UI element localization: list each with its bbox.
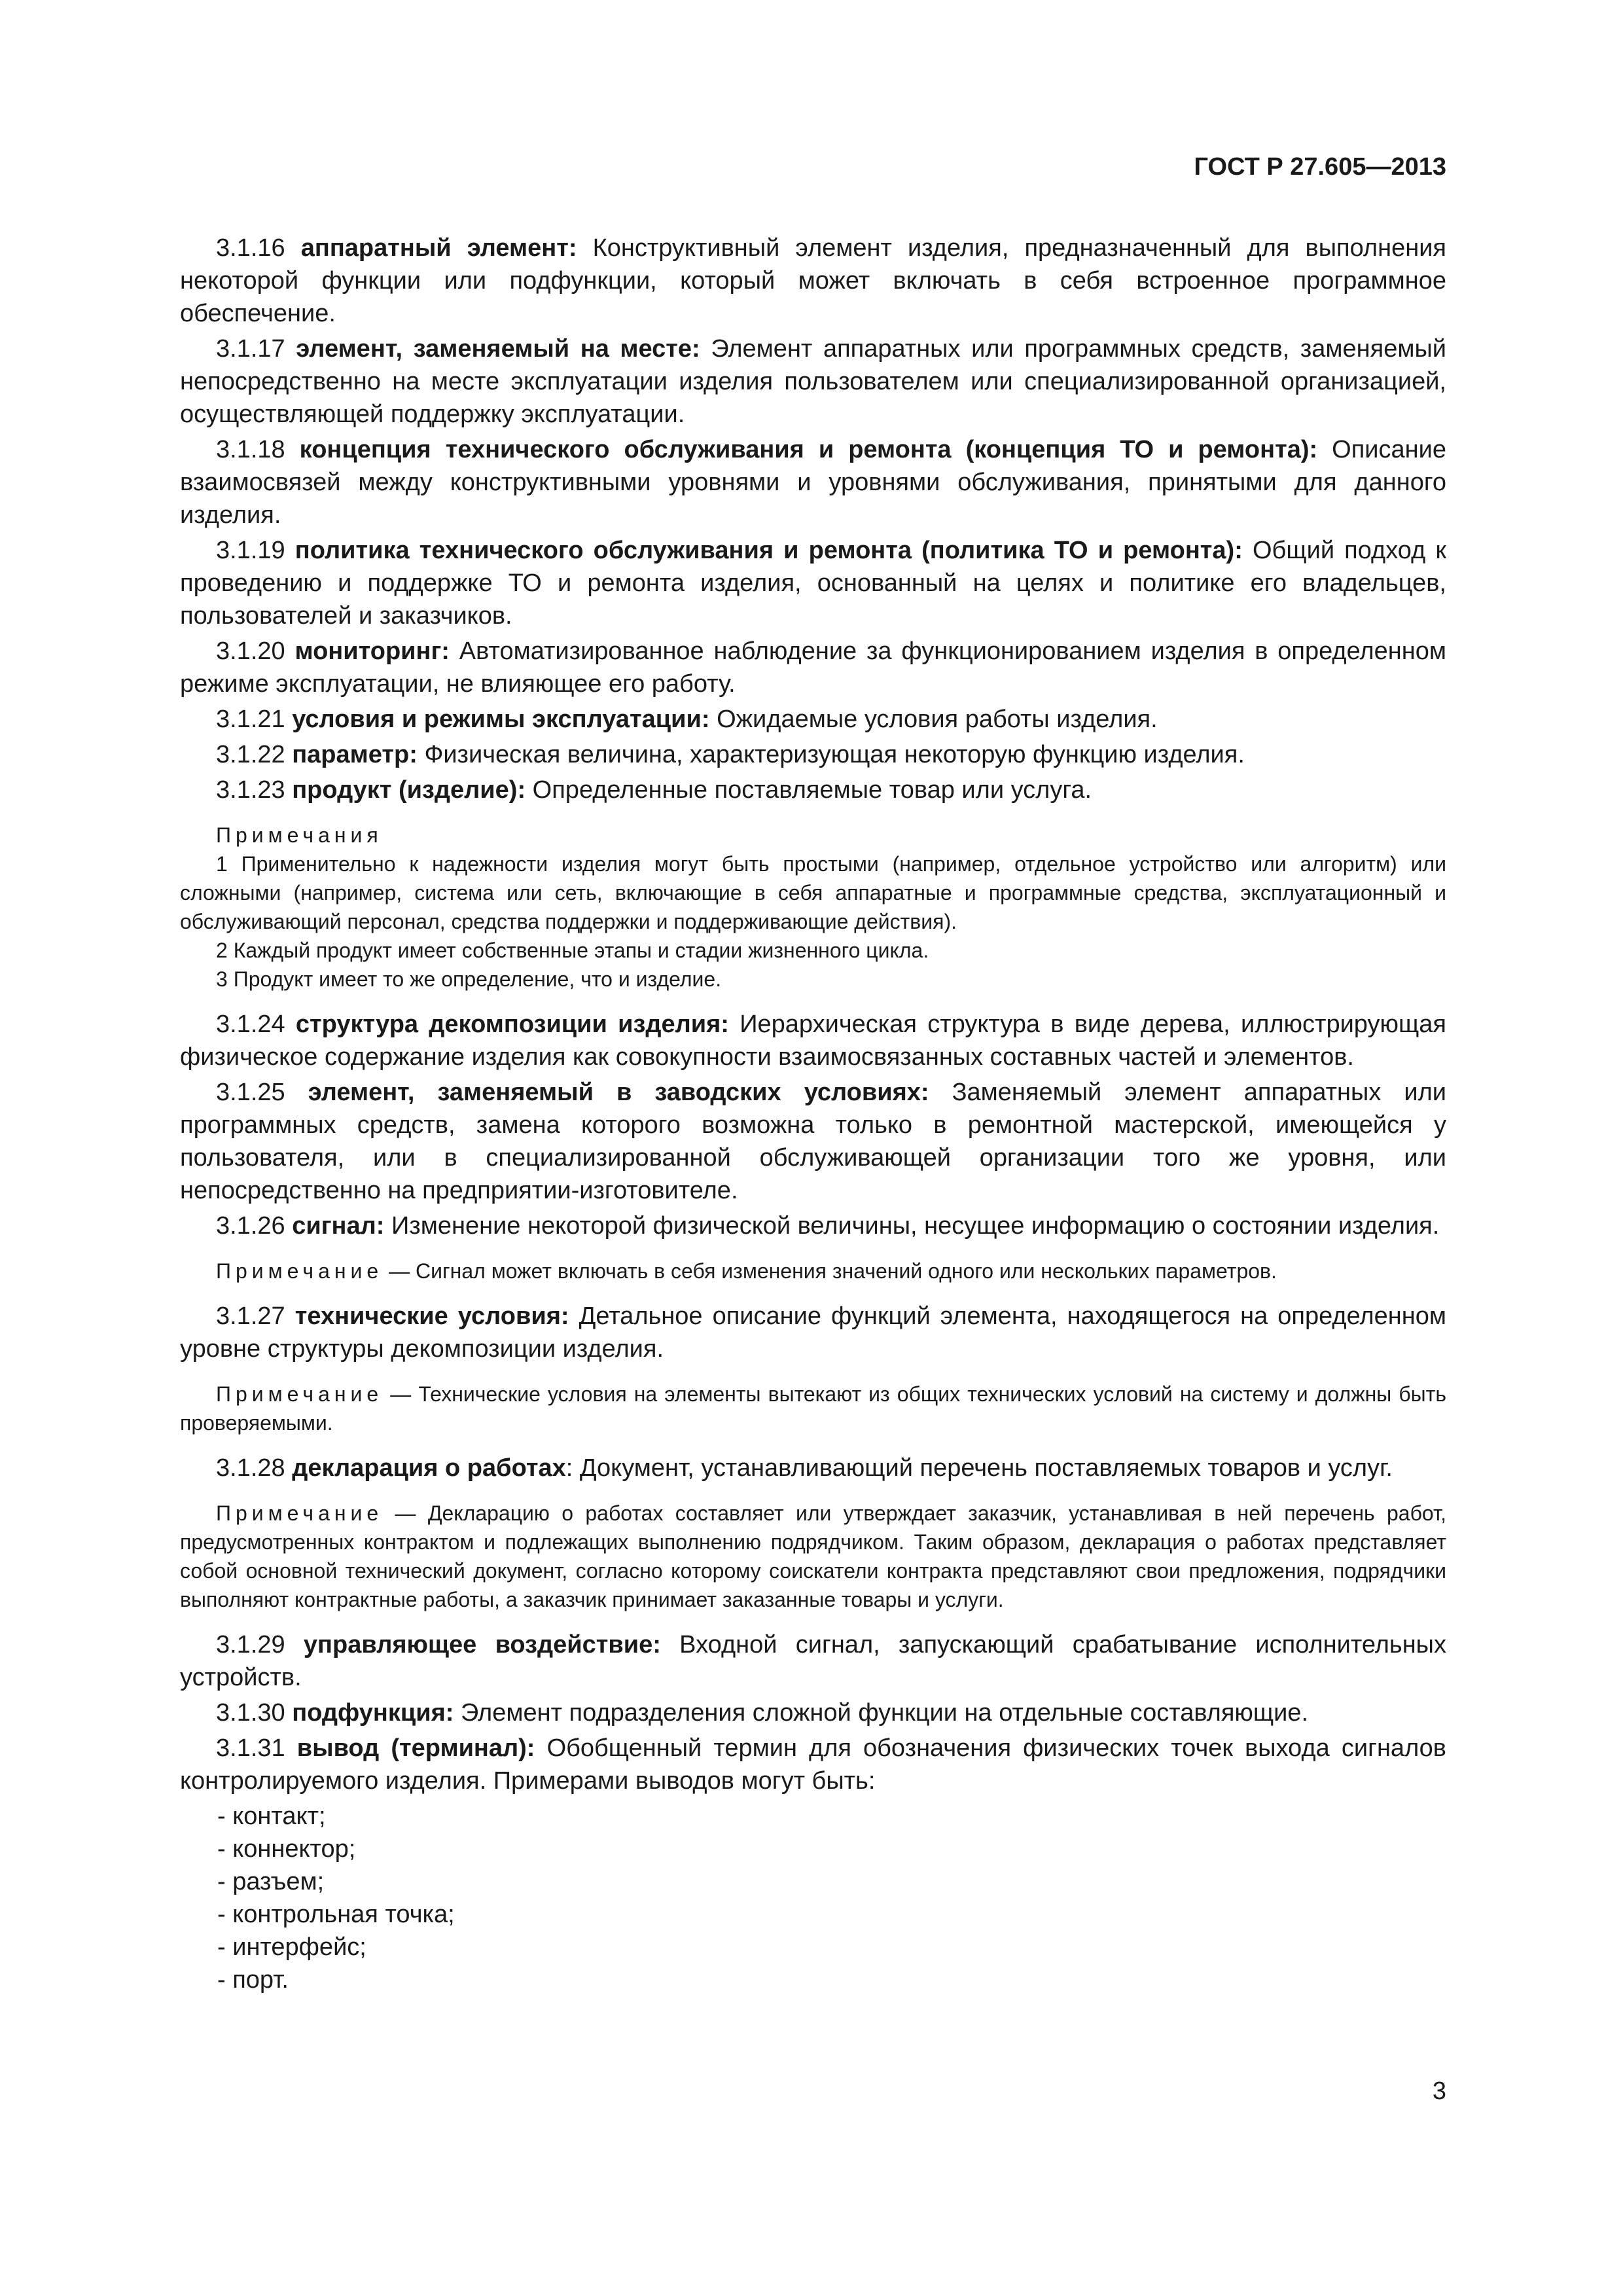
term-entry-3-1-30 [180,1696,1446,1729]
note-body: — Сигнал может включать в себя изменения значений одного или нескольких параметров. [389,1259,1277,1283]
entry-definition: Ожидаемые условия работы изделия. [717,706,1158,733]
note-3-1-28 [180,1499,1446,1614]
term-entry-3-1-21 [180,703,1446,736]
entry-definition: Входной сигнал, запускающий срабатывание исполнительных устройств. [180,1631,1446,1691]
note-3-1-26 [180,1257,1446,1285]
entry-number: 3.1.25 [216,1079,285,1106]
list-item: - коннектор; [217,1835,356,1863]
terminal-examples-list [180,1800,1446,1996]
entry-number: 3.1.20 [216,637,285,665]
entry-number: 3.1.27 [216,1302,285,1330]
entry-definition: Заменяемый элемент аппаратных или программных средств, замена которого возможна только в ремонтной мастерской, имеющейся у пользователя, или в специализированной обслуживающей организации того же уровня, или непосредственно на предприятии-изготовителе. [180,1079,1446,1204]
term-entry-3-1-17 [180,332,1446,431]
term-entry-3-1-24 [180,1008,1446,1073]
note-3-1-27 [180,1380,1446,1437]
entry-number: 3.1.17 [216,335,285,363]
note-label: Примечание [216,1382,383,1406]
entry-definition: Изменение некоторой физической величины, несущее информацию о состоянии изделия. [391,1212,1440,1240]
entry-definition: Иерархическая структура в виде дерева, иллюстрирующая физическое содержание изделия как совокупности взаимосвязанных составных частей и элементов. [180,1011,1446,1071]
entry-number: 3.1.29 [216,1631,285,1659]
entry-term: сигнал: [292,1212,385,1240]
term-entry-3-1-19 [180,534,1446,632]
list-item: - порт. [217,1966,289,1994]
entry-term: элемент, заменяемый в заводских условиях: [308,1079,929,1106]
entry-term: управляющее воздействие: [303,1631,661,1659]
term-entry-3-1-25 [180,1076,1446,1207]
entry-number: 3.1.18 [216,436,285,463]
entry-number: 3.1.24 [216,1011,285,1038]
entry-definition: Описание взаимосвязей между конструктивными уровнями и уровнями обслуживания, принятыми для данного изделия. [180,436,1446,529]
document-code: ГОСТ Р 27.605—2013 [1194,153,1446,181]
term-entry-3-1-20 [180,635,1446,700]
entry-definition: Обобщенный термин для обозначения физических точек выхода сигналов контролируемого изделия. Примерами выводов могут быть: [180,1734,1446,1795]
entry-number: 3.1.19 [216,537,285,564]
list-item: - разъем; [217,1868,325,1895]
term-entry-3-1-18 [180,433,1446,531]
term-entry-3-1-23 [180,774,1446,806]
term-entry-3-1-16 [180,232,1446,330]
term-entry-3-1-31 [180,1732,1446,1797]
entry-term: подфункция: [292,1699,454,1727]
notes-3-1-23 [180,821,1446,994]
term-entry-3-1-28 [180,1452,1446,1484]
entry-term: элемент, заменяемый на месте: [296,335,700,363]
entry-definition: Общий подход к проведению и поддержке ТО и ремонта изделия, основанный на целях и политике его владельцев, пользователей и заказчиков. [180,537,1447,630]
entry-number: 3.1.23 [216,776,285,804]
note-text [180,1257,1446,1285]
entry-number: 3.1.31 [216,1734,285,1762]
entry-term: концепция технического обслуживания и ремонта (концепция ТО и ремонта): [299,436,1318,463]
entry-number: 3.1.21 [216,706,285,733]
note-body: — Технические условия на элементы вытекают из общих технических условий на систему и должны быть проверяемыми. [180,1382,1447,1435]
entry-definition: Физическая величина, характеризующая некоторую функцию изделия. [424,741,1245,768]
entry-number: 3.1.28 [216,1454,285,1482]
entry-definition: Автоматизированное наблюдение за функционированием изделия в определенном режиме эксплуатации, не влияющее его работу. [180,637,1447,698]
note-label: Примечание [216,1259,383,1283]
entry-term: продукт (изделие): [292,776,526,804]
note-item: 3 Продукт имеет то же определение, что и изделие. [216,967,722,991]
entry-number: 3.1.26 [216,1212,285,1240]
entry-definition: Конструктивный элемент изделия, предназначенный для выполнения некоторой функции или подфункции, который может включать в себя встроенное программное обеспечение. [180,234,1446,327]
entry-definition: Определенные поставляемые товар или услуга. [532,776,1092,804]
note-label: Примечание [216,1501,383,1525]
entry-definition: : Документ, устанавливающий перечень поставляемых товаров и услуг. [565,1454,1393,1482]
note-item: 2 Каждый продукт имеет собственные этапы и стадии жизненного цикла. [216,939,929,962]
entry-definition: Детальное описание функций элемента, находящегося на определенном уровне структуры декомпозиции изделия. [180,1302,1447,1363]
term-entry-3-1-26 [180,1210,1446,1242]
list-item: - интерфейс; [217,1933,366,1961]
entry-number: 3.1.30 [216,1699,285,1727]
note-text [180,1499,1446,1614]
entry-term: декларация о работах [292,1454,566,1482]
term-entry-3-1-22 [180,738,1446,771]
document-body [180,232,1446,1996]
note-item: 1 Применительно к надежности изделия могут быть простыми (например, отдельное устройство или алгоритм) или сложными (например, система или сеть, включающие в себя аппаратные и программные средства, эксплуатационный и обслуживающий персонал, средства поддержки и поддерживающие действия). [180,852,1446,933]
entry-definition: Элемент подразделения сложной функции на отдельные составляющие. [460,1699,1309,1727]
notes-title: Примечания [216,823,383,847]
entry-term: технические условия: [294,1302,569,1330]
term-entry-3-1-27 [180,1300,1446,1365]
list-item: - контакт; [217,1803,326,1830]
entry-definition: Элемент аппаратных или программных средств, заменяемый непосредственно на месте эксплуатации изделия пользователем или специализированной организацией, осуществляющей поддержку эксплуатации. [180,335,1446,428]
entry-term: структура декомпозиции изделия: [295,1011,729,1038]
term-entry-3-1-29 [180,1628,1446,1694]
note-text [180,1380,1446,1437]
entry-term: вывод (терминал): [296,1734,535,1762]
entry-number: 3.1.22 [216,741,285,768]
note-body: — Декларацию о работах составляет или утверждает заказчик, устанавливая в ней перечень работ, предусмотренных контрактом и подлежащих выполнению подрядчиком. Таким образом, декларация о работах представляет собой основной технический документ, согласно которому соискатели контракта представляют свои предложения, подрядчики выполняют контрактные работы, а заказчик принимает заказанные товары и услуги. [180,1501,1447,1611]
list-item: - контрольная точка; [217,1901,455,1928]
entry-term: параметр: [292,741,418,768]
page-number: 3 [1432,2077,1446,2105]
entry-term: мониторинг: [294,637,450,665]
entry-term: условия и режимы эксплуатации: [292,706,710,733]
entry-number: 3.1.16 [216,234,285,262]
entry-term: аппаратный элемент: [300,234,577,262]
entry-term: политика технического обслуживания и ремонта (политика ТО и ремонта): [294,537,1243,564]
